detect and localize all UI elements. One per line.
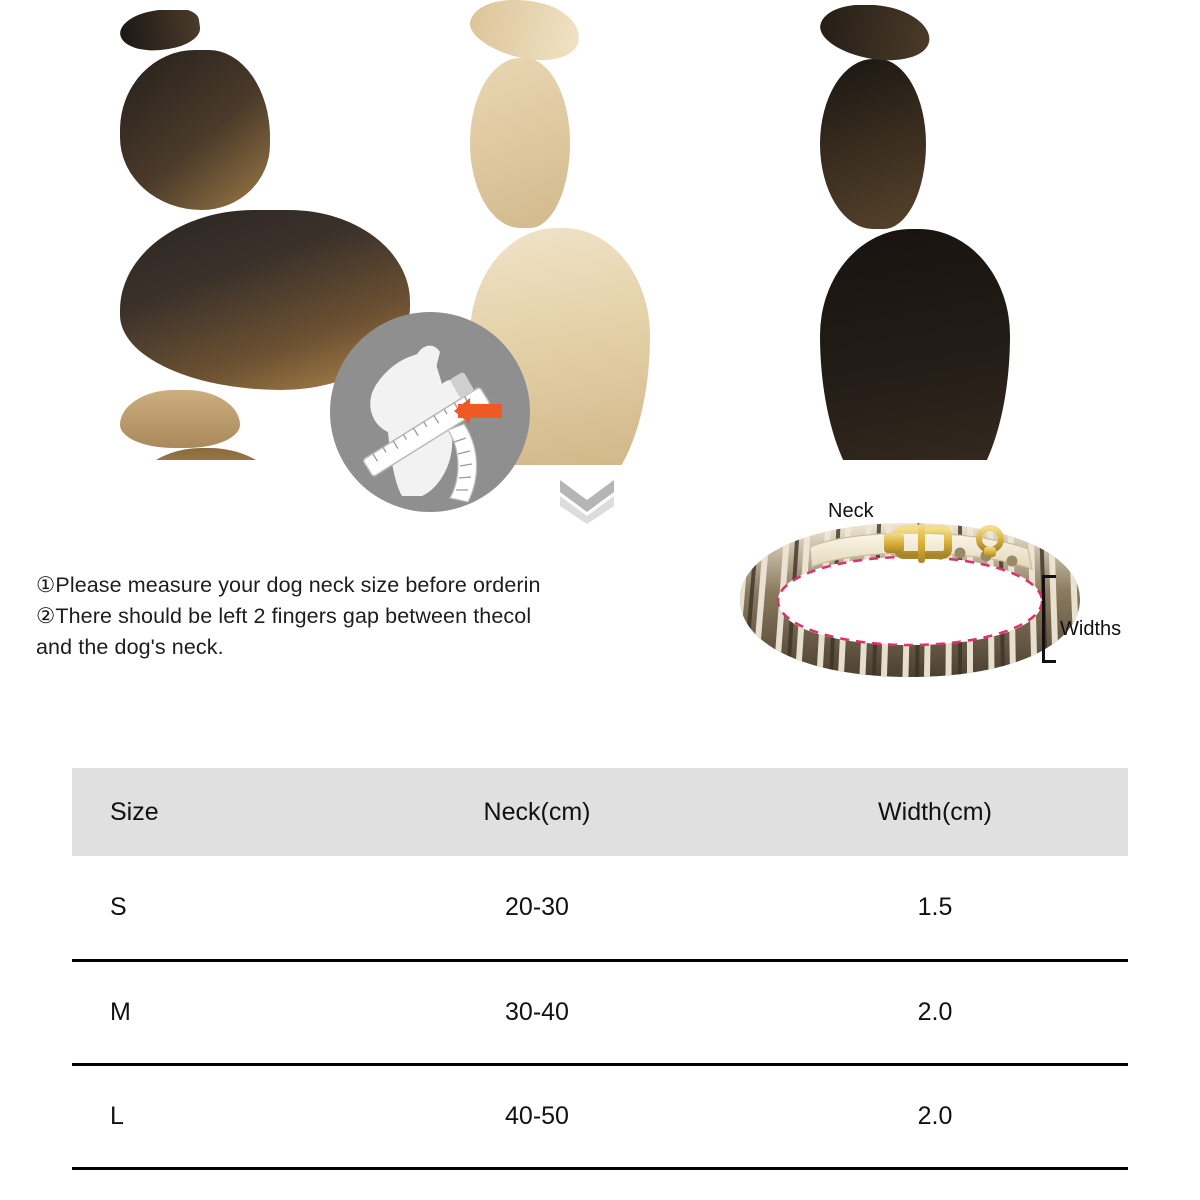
header-neck: Neck(cm) xyxy=(332,768,742,856)
measuring-instructions xyxy=(36,570,656,663)
cell-size-m: M xyxy=(72,960,332,1064)
instruction-line-2: ②There should be left 2 fingers gap between thecol xyxy=(36,604,532,628)
neck-dashed-line xyxy=(778,557,1042,645)
cell-neck-l: 40-50 xyxy=(332,1064,742,1168)
header-size: Size xyxy=(72,768,332,856)
size-chart-table xyxy=(72,768,1128,1170)
cell-width-l: 2.0 xyxy=(742,1064,1128,1168)
dog-photo-black-tan-shepherd-sitting xyxy=(820,5,1080,460)
cell-size-s: S xyxy=(72,856,332,960)
table-row xyxy=(72,856,1128,960)
table-row xyxy=(72,960,1128,1064)
cell-neck-m: 30-40 xyxy=(332,960,742,1064)
cell-width-s: 1.5 xyxy=(742,856,1128,960)
width-bracket xyxy=(1042,575,1056,663)
neck-measure-diagram xyxy=(330,312,530,512)
instruction-line-3: and the dog's neck. xyxy=(36,635,224,659)
size-chart-body xyxy=(72,856,1128,1168)
size-chart-header xyxy=(72,768,1128,856)
cell-width-m: 2.0 xyxy=(742,960,1128,1064)
cell-size-l: L xyxy=(72,1064,332,1168)
dog-photo-strip xyxy=(0,0,1200,500)
instruction-line-1: ①Please measure your dog neck size before orderin xyxy=(36,573,541,597)
down-chevron-icon xyxy=(556,478,618,524)
collar-product-illustration xyxy=(660,495,1160,735)
neck-label: Neck xyxy=(828,500,874,522)
table-row xyxy=(72,1064,1128,1168)
cell-neck-s: 20-30 xyxy=(332,856,742,960)
header-width: Width(cm) xyxy=(742,768,1128,856)
width-label: Widths xyxy=(1060,618,1122,640)
table-header-row xyxy=(72,768,1128,856)
